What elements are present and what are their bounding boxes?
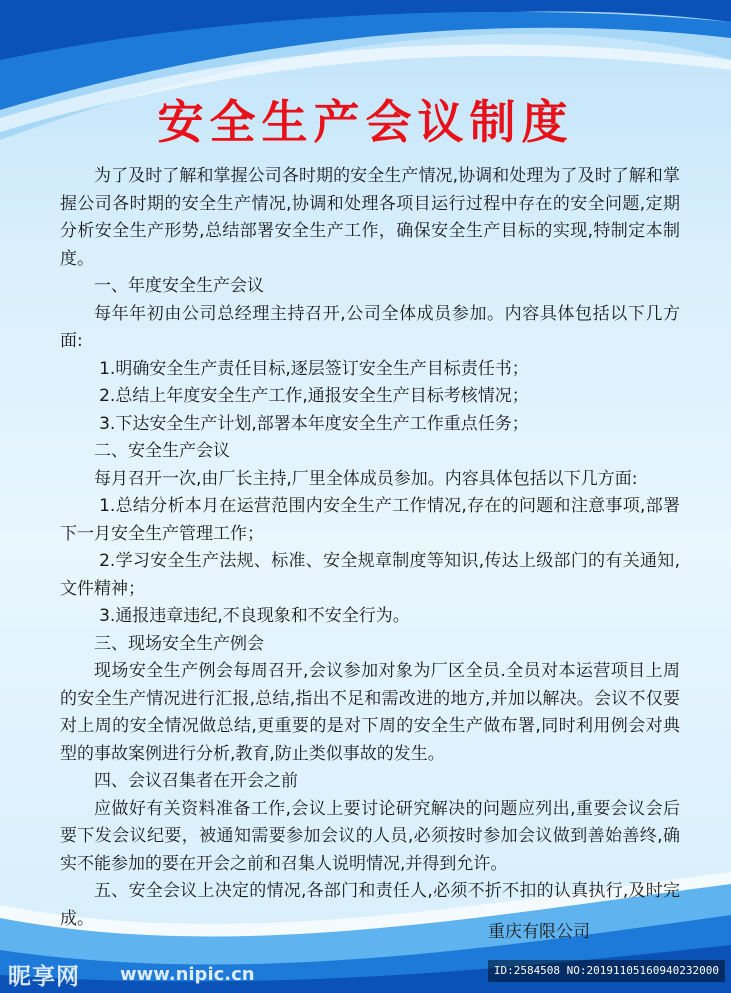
- section-heading-4: 四、会议召集者在开会之前: [94, 771, 298, 791]
- list-item: 2.学习安全生产法规、标准、安全规章制度等知识,传达上级部门的有关通知,文件精神；: [60, 551, 680, 599]
- document-body: [60, 163, 680, 933]
- section-heading-3: 三、现场安全生产例会: [94, 633, 264, 654]
- watermark-logo: 昵享网: [8, 964, 80, 990]
- watermark-url: www.nipic.cn: [120, 964, 255, 985]
- section-heading-1: 一、年度安全生产会议: [94, 276, 264, 296]
- company-signature: 重庆有限公司: [488, 922, 590, 942]
- section-paragraph-5: 五、安全会议上决定的情况,各部门和责任人,必须不折不扣的认真执行,及时完成。: [60, 881, 680, 929]
- watermark-id-badge: ID:2584508 NO:20191105160940232000: [488, 960, 725, 982]
- list-item: 2.总结上年度安全生产工作,通报安全生产目标考核情况；: [99, 386, 529, 406]
- intro-paragraph: 为了及时了解和掌握公司各时期的安全生产情况,协调和处理为了及时了解和掌握公司各时期的安全生产情况,协调和处理各项目运行过程中存在的安全问题,定期分析安全生产形势,总结部署安全生产工作，确保安全生产目标的实现,特制定本制度。: [60, 166, 680, 269]
- list-item: 3.通报违章违纪,不良现象和不安全行为。: [99, 606, 410, 626]
- section-paragraph: 每年年初由公司总经理主持召开,公司全体成员参加。内容具体包括以下几方面:: [60, 303, 680, 351]
- section-paragraph: 每月召开一次,由厂长主持,厂里全体成员参加。内容具体包括以下几方面:: [94, 468, 638, 489]
- section-paragraph: 现场安全生产例会每周召开,会议参加对象为厂区全员.全员对本运营项目上周的安全生产情况进行汇报,总结,指出不足和需改进的地方,并加以解决。会议不仅要对上周的安全情况做总结,更重要的是对下周的安全生产做布署,同时利用例会对典型的事故案例进行分析,教育,防止类似事故的发生。: [60, 661, 680, 764]
- list-item: 1.总结分析本月在运营范围内安全生产工作情况,存在的问题和注意事项,部署下一月安全生产管理工作；: [60, 496, 680, 544]
- section-heading-2: 二、安全生产会议: [94, 441, 230, 461]
- list-item: 3.下达安全生产计划,部署本年度安全生产工作重点任务；: [99, 413, 529, 434]
- list-item: 1.明确安全生产责任目标,逐层签订安全生产目标责任书；: [99, 358, 529, 379]
- page-title: 安全生产会议制度: [157, 95, 574, 149]
- section-paragraph: 应做好有关资料准备工作,会议上要讨论研究解决的问题应列出,重要会议会后要下发会议纪要，被通知需要参加会议的人员,必须按时参加会议做到善始善终,确实不能参加的要在开会之前和召集人说明情况,并得到允许。: [60, 798, 680, 874]
